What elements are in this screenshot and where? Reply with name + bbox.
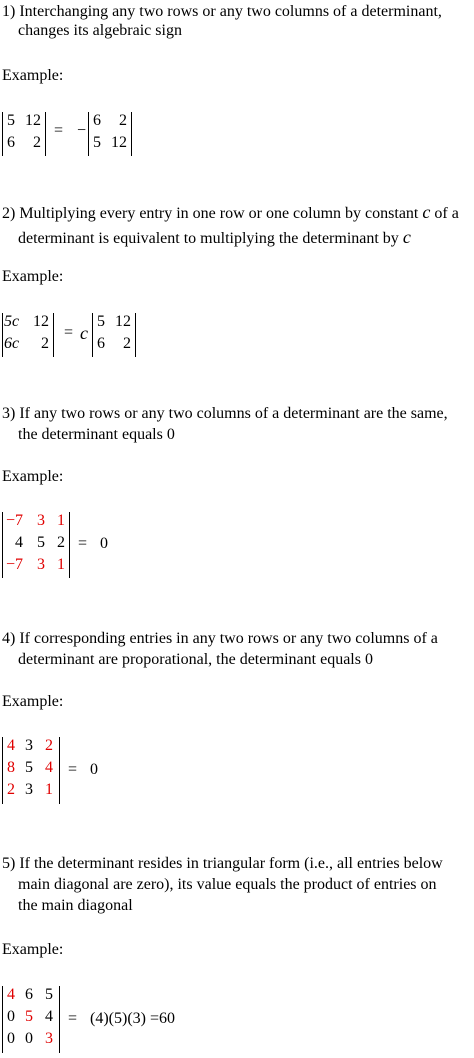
matrix-entry: 12 — [33, 313, 49, 330]
constant-symbol: c — [422, 202, 431, 222]
matrix-row — [3, 112, 45, 134]
matrix-entry: 6 — [97, 335, 105, 352]
determinant-result: 0 — [100, 535, 108, 552]
matrix-entry: 4 — [45, 759, 53, 776]
example-4-determinant — [2, 737, 60, 804]
matrix-entry: 5 — [37, 534, 45, 551]
example-1-right-determinant — [88, 112, 132, 156]
property-5-heading-line-1: 5) If the determinant resides in triangular form (i.e., all entries below — [2, 855, 443, 872]
property-4-heading-line-1: 4) If corresponding entries in any two rows or any two columns of a — [2, 630, 438, 647]
equals-sign: = — [54, 122, 64, 139]
property-1-heading-line-2: changes its algebraic sign — [18, 22, 182, 39]
property-3-heading-line-2: the determinant equals 0 — [18, 426, 175, 443]
matrix-row — [3, 1030, 59, 1052]
matrix-row — [93, 335, 135, 357]
matrix-row — [3, 134, 45, 156]
matrix-row — [89, 134, 131, 156]
heading-text: determinant is equivalent to multiplying the determinant by — [18, 230, 403, 247]
property-5-heading-line-3: the main diagonal — [18, 897, 133, 914]
matrix-row — [3, 781, 59, 803]
matrix-entry: 2 — [123, 335, 131, 352]
matrix-entry: 6 — [93, 112, 101, 129]
matrix-entry: 5 — [25, 1008, 33, 1025]
matrix-row — [3, 759, 59, 781]
matrix-entry: 4 — [7, 986, 15, 1003]
matrix-entry: 2 — [45, 737, 53, 754]
matrix-entry: −7 — [5, 556, 23, 573]
matrix-entry: 1 — [57, 512, 65, 529]
matrix-entry: 12 — [111, 134, 127, 151]
matrix-entry: 0 — [7, 1008, 15, 1025]
matrix-entry: 3 — [25, 781, 33, 798]
example-2-left-determinant — [2, 313, 54, 357]
property-5-heading-line-2: main diagonal are zero), its value equals the product of entries on — [18, 876, 437, 893]
matrix-entry: 6 — [25, 986, 33, 1003]
property-2-heading-line-1 — [2, 202, 459, 223]
matrix-entry: 2 — [119, 112, 127, 129]
matrix-entry: 3 — [25, 737, 33, 754]
matrix-entry: 3 — [45, 1030, 53, 1047]
example-3-label: Example: — [2, 468, 64, 485]
matrix-entry: 4 — [45, 1008, 53, 1025]
property-4-heading-line-2: determinant are proporational, the determinant equals 0 — [18, 651, 373, 668]
matrix-entry: 12 — [25, 112, 41, 129]
matrix-row — [89, 112, 131, 134]
equals-sign: = — [68, 761, 78, 778]
matrix-row — [3, 986, 59, 1008]
example-2-right-determinant — [92, 313, 136, 357]
matrix-entry: 1 — [45, 781, 53, 798]
matrix-entry: 4 — [7, 737, 15, 754]
property-2-heading-line-2 — [18, 227, 411, 248]
matrix-entry: 12 — [115, 313, 131, 330]
example-4-label: Example: — [2, 693, 64, 710]
matrix-entry: 5 — [7, 112, 15, 129]
matrix-entry: 5 — [93, 134, 101, 151]
matrix-entry: 0 — [25, 1030, 33, 1047]
matrix-row — [3, 556, 69, 578]
example-2-label: Example: — [2, 268, 64, 285]
matrix-entry: 5 — [97, 313, 105, 330]
minus-sign: − — [77, 122, 87, 139]
matrix-entry: 8 — [7, 759, 15, 776]
matrix-row — [3, 1008, 59, 1030]
example-5-determinant — [2, 986, 60, 1053]
property-3-heading-line-1: 3) If any two rows or any two columns of a determinant are the same, — [2, 405, 448, 422]
example-3-determinant — [2, 512, 70, 578]
example-1-label: Example: — [2, 67, 64, 84]
matrix-entry: 2 — [7, 781, 15, 798]
matrix-entry: 2 — [33, 134, 41, 151]
matrix-entry: 3 — [37, 512, 45, 529]
equals-sign: = — [68, 1010, 78, 1027]
matrix-entry: 5 — [45, 986, 53, 1003]
matrix-entry: 0 — [7, 1030, 15, 1047]
equals-sign: = — [78, 535, 88, 552]
matrix-row — [93, 313, 135, 335]
matrix-entry: 4 — [15, 534, 23, 551]
matrix-row — [3, 512, 69, 534]
determinant-result: (4)(5)(3) =60 — [90, 1010, 175, 1027]
matrix-entry: 6 — [7, 134, 15, 151]
matrix-row — [3, 313, 53, 335]
matrix-entry: 2 — [41, 335, 49, 352]
example-1-left-determinant — [2, 112, 46, 156]
matrix-entry: 6c — [4, 335, 20, 352]
matrix-row — [3, 737, 59, 759]
matrix-entry: 3 — [37, 556, 45, 573]
matrix-row — [3, 335, 53, 357]
constant-symbol: c — [402, 227, 411, 247]
matrix-entry: −7 — [5, 512, 23, 529]
matrix-row — [3, 534, 69, 556]
example-5-label: Example: — [2, 941, 64, 958]
constant-symbol: c — [80, 323, 88, 343]
heading-text: of a — [430, 205, 459, 222]
matrix-entry: 5 — [25, 759, 33, 776]
matrix-entry: 5c — [4, 313, 20, 330]
property-1-heading-line-1: 1) Interchanging any two rows or any two columns of a determinant, — [2, 3, 442, 20]
equals-sign: = — [64, 324, 74, 341]
matrix-entry: 1 — [57, 556, 65, 573]
determinant-result: 0 — [90, 761, 98, 778]
matrix-entry: 2 — [57, 534, 65, 551]
heading-text: 2) Multiplying every entry in one row or one column by constant — [2, 205, 423, 222]
